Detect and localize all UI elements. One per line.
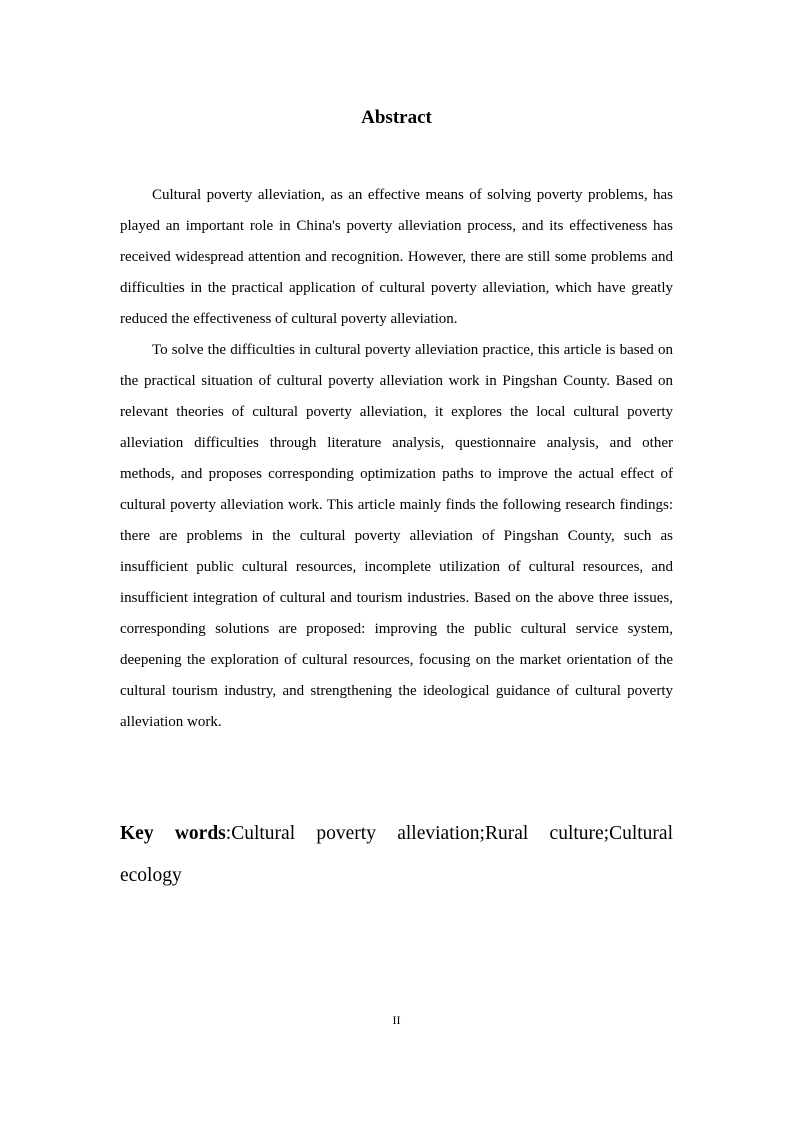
page-number: II xyxy=(392,1013,401,1027)
abstract-body xyxy=(120,180,673,738)
keywords-text: :Cultural poverty alleviation;Rural culture;Cultural ecology xyxy=(120,823,674,886)
abstract-paragraph-1: Cultural poverty alleviation, as an effective means of solving poverty problems, has played an important role in China's poverty alleviation process, and its effectiveness has received widespread attention and recognition. However, there are still some problems and difficulties in the practical application of cultural poverty alleviation, which have greatly reduced the effectiveness of cultural poverty alleviation. xyxy=(120,187,673,327)
abstract-paragraph-2: To solve the difficulties in cultural poverty alleviation practice, this article is based on the practical situation of cultural poverty alleviation work in Pingshan County. Based on relevant theories of cultural poverty alleviation, it explores the local cultural poverty alleviation difficulties through literature analysis, questionnaire analysis, and other methods, and proposes corresponding optimization paths to improve the actual effect of cultural poverty alleviation work. This article mainly finds the following research findings: there are problems in the cultural poverty alleviation of Pingshan County, such as insufficient public cultural resources, incomplete utilization of cultural resources, and insufficient integration of cultural and tourism industries. Based on the above three issues, corresponding solutions are proposed: improving the public cultural service system, deepening the exploration of cultural resources, focusing on the market orientation of the cultural tourism industry, and strengthening the ideological guidance of cultural poverty alleviation work. xyxy=(120,342,673,730)
keywords-section xyxy=(120,813,673,897)
keywords-label: Key words xyxy=(120,823,226,844)
abstract-title: Abstract xyxy=(361,107,432,128)
